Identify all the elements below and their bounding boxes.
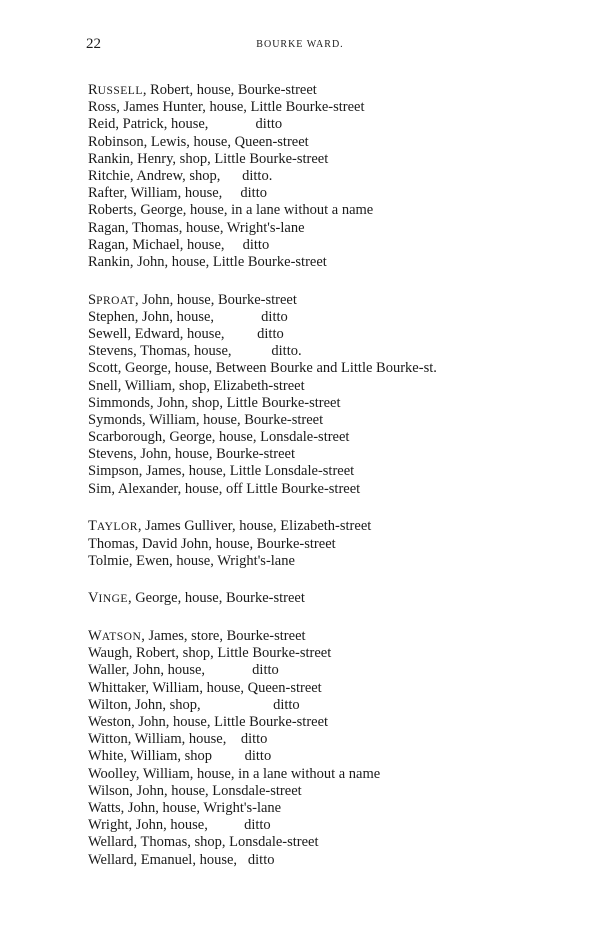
directory-entry: SPROAT, John, house, Bourke-street [88, 291, 297, 308]
directory-entry: Snell, William, shop, Elizabeth-street [88, 377, 305, 394]
directory-listing [88, 82, 588, 889]
directory-entry: Reid, Patrick, house, ditto [88, 116, 283, 133]
directory-entry: VINGE, George, house, Bourke-street [88, 590, 305, 607]
directory-entry: Wilton, John, shop, ditto [88, 696, 300, 713]
page-number: 22 [86, 36, 101, 52]
directory-entry: Rankin, John, house, Little Bourke-street [88, 253, 327, 270]
directory-entry: Weston, John, house, Little Bourke-street [88, 714, 329, 730]
directory-entry: Stephen, John, house, ditto [88, 308, 288, 325]
directory-entry: Witton, William, house, ditto [88, 731, 268, 748]
directory-entry: Waugh, Robert, shop, Little Bourke-street [88, 645, 332, 662]
directory-entry: Wellard, Emanuel, house, ditto [88, 851, 275, 868]
directory-entry: Whittaker, William, house, Queen-street [88, 679, 322, 696]
directory-entry: Stevens, John, house, Bourke-street [88, 446, 295, 463]
directory-entry: Stevens, Thomas, house, ditto. [88, 343, 302, 360]
directory-entry: Roberts, George, house, in a lane without a name [88, 202, 374, 219]
directory-entry: Watts, John, house, Wright's-lane [88, 799, 282, 816]
directory-entry: TAYLOR, James Gulliver, house, Elizabeth-street [88, 518, 372, 535]
directory-entry: Woolley, William, house, in a lane without a name [88, 765, 381, 782]
directory-entry: Simmonds, John, shop, Little Bourke-street [88, 394, 341, 411]
directory-entry: Tolmie, Ewen, house, Wright's-lane [88, 552, 295, 569]
directory-section [88, 628, 588, 869]
directory-entry: Rankin, Henry, shop, Little Bourke-street [88, 150, 329, 167]
directory-entry: Ragan, Thomas, house, Wright's-lane [88, 219, 305, 236]
directory-entry: Wilson, John, house, Lonsdale-street [88, 782, 302, 799]
directory-entry: Sim, Alexander, house, off Little Bourke-street [88, 480, 361, 497]
directory-entry: Wright, John, house, ditto [88, 817, 271, 834]
directory-section [88, 590, 588, 607]
directory-entry: Waller, John, house, ditto [88, 662, 279, 679]
directory-entry: Ross, James Hunter, house, Little Bourke-street [88, 99, 365, 116]
directory-section [88, 292, 588, 498]
directory-section [88, 82, 588, 271]
directory-entry: Rafter, William, house, ditto [88, 185, 267, 202]
directory-entry: Scott, George, house, Between Bourke and Little Bourke-st. [88, 360, 437, 377]
directory-entry: Thomas, David John, house, Bourke-street [88, 535, 336, 552]
directory-entry: White, William, shop ditto [88, 748, 272, 765]
directory-entry: Simpson, James, house, Little Lonsdale-street [88, 463, 355, 480]
directory-entry: RUSSELL, Robert, house, Bourke-street [88, 82, 317, 98]
directory-entry: Wellard, Thomas, shop, Lonsdale-street [88, 834, 319, 851]
directory-section [88, 518, 588, 570]
running-head: BOURKE WARD. [256, 39, 344, 50]
directory-entry: Robinson, Lewis, house, Queen-street [88, 133, 309, 150]
directory-entry: WATSON, James, store, Bourke-street [88, 628, 306, 645]
page-header [0, 36, 600, 56]
directory-entry: Symonds, William, house, Bourke-street [88, 411, 324, 428]
directory-entry: Scarborough, George, house, Lonsdale-street [88, 429, 350, 446]
directory-entry: Sewell, Edward, house, ditto [88, 325, 284, 342]
directory-entry: Ritchie, Andrew, shop, ditto. [88, 167, 273, 184]
directory-entry: Ragan, Michael, house, ditto [88, 236, 270, 253]
